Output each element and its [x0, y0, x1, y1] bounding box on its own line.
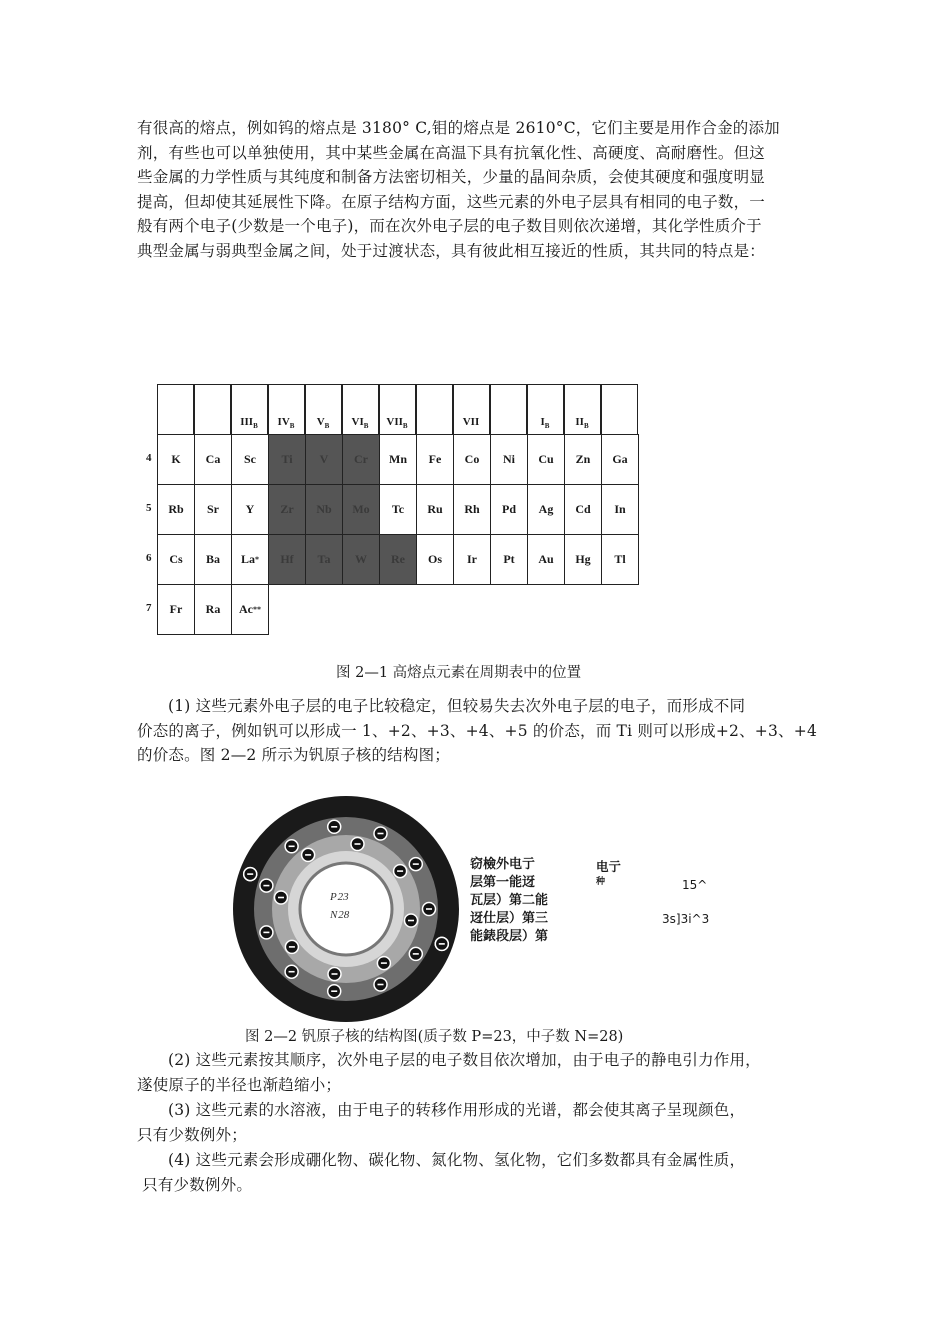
electron-minus-sign [278, 897, 284, 899]
element-cell: Re [379, 534, 417, 585]
atom-legend-col2 [596, 858, 621, 888]
element-cell: Os [416, 534, 454, 585]
element-cell: W [342, 534, 380, 585]
element-cell: Cu [527, 434, 565, 485]
element-cell: Mo [342, 484, 380, 535]
legend-line: 种 [596, 877, 606, 887]
electron-minus-sign [413, 863, 419, 865]
electron-minus-sign [426, 908, 432, 910]
periodic-table-figure [140, 414, 628, 638]
element-cell: In [601, 484, 639, 535]
electron-minus-sign [331, 826, 337, 828]
electron-minus-sign [263, 932, 269, 934]
electron-minus-sign [378, 984, 384, 986]
text-line: 剂，有些也可以单独使用，其中某些金属在高温下具有抗氧化性、高硬度、高耐磨性。但这 [137, 143, 766, 162]
element-cell: Zn [564, 434, 602, 485]
vanadium-atom-diagram [226, 796, 466, 1024]
element-cell: Cs [157, 534, 195, 585]
text-line: 只有少数例外。 [137, 1175, 253, 1194]
electron-minus-sign [331, 990, 337, 992]
legend-line: 迓仕层）第三 [470, 911, 549, 926]
electron-minus-sign [247, 873, 253, 875]
atom-legend-col3b [662, 910, 709, 924]
electron-minus-sign [381, 962, 387, 964]
group-header: $IV_B$ [277, 416, 295, 431]
element-cell: Co [453, 434, 491, 485]
legend-line: 3s]3i^3 [662, 912, 710, 926]
text-line: (2) 这些元素按其顺序，次外电子层的电子数目依次增加，由于电子的静电引力作用， [168, 1051, 761, 1069]
paragraph-3 [137, 1098, 817, 1147]
element-cell: Ga [601, 434, 639, 485]
element-cell: Tl [601, 534, 639, 585]
text-line: 提高，但却使其延展性下降。在原子结构方面，这些元素的外电子层具有相同的电子数，一 [137, 192, 766, 211]
text-line: (3) 这些元素的水溶液，由于电子的转移作用形成的光谱，都会使其离子呈现颜色， [168, 1101, 746, 1119]
period-label: 6 [146, 552, 152, 564]
text-line: (4) 这些元素会形成硼化物、碳化物、氮化物、氢化物，它们多数都具有金属性质， [168, 1151, 746, 1169]
legend-line: 电亍 [596, 859, 622, 874]
electron-minus-sign [408, 920, 414, 922]
header-cell [490, 384, 527, 435]
electron-minus-sign [413, 953, 419, 955]
element-cell: Cd [564, 484, 602, 535]
element-cell: Ir [453, 534, 491, 585]
period-label: 5 [146, 502, 152, 514]
element-cell: Y [231, 484, 269, 535]
element-cell: Mn [379, 434, 417, 485]
electron-minus-sign [332, 973, 338, 975]
text-line: 些金属的力学性质与其纯度和制备方法密切相关，少量的晶间杂质，会使其硬度和强度明显 [137, 168, 766, 187]
paragraph-1 [137, 694, 817, 768]
element-cell: Sc [231, 434, 269, 485]
intro-paragraph [137, 116, 817, 264]
element-cell: Ru [416, 484, 454, 535]
header-cell [157, 384, 194, 435]
element-cell: Ni [490, 434, 528, 485]
paragraph-4 [137, 1148, 817, 1197]
element-cell: Hf [268, 534, 306, 585]
electron-minus-sign [289, 946, 295, 948]
element-cell: Fe [416, 434, 454, 485]
header-cell [416, 384, 453, 435]
electron-minus-sign [439, 943, 445, 945]
element-cell: Ba [194, 534, 232, 585]
group-header: $I_B$ [540, 416, 550, 431]
electron-minus-sign [289, 971, 295, 973]
group-header: VII [462, 416, 480, 428]
element-cell: K [157, 434, 195, 485]
electron-minus-sign [289, 846, 295, 848]
element-cell: Nb [305, 484, 343, 535]
element-cell: Ra [194, 584, 232, 635]
element-cell: Ac ** [231, 584, 269, 635]
text-line: 有很高的熔点，例如钨的熔点是 3180° C,钼的熔点是 2610°C，它们主要是用作合金的添加 [137, 119, 780, 137]
legend-line: 能錶段层）第 [470, 929, 549, 944]
text-line: 只有少数例外； [137, 1125, 247, 1144]
text-line: 价态的离子，例如钒可以形成一 1、+2、+3、+4、+5 的价态，而 Ti 则可以形成+2、+3、+4 [137, 721, 818, 740]
group-header: $V_B$ [316, 416, 330, 431]
element-cell: Rb [157, 484, 195, 535]
element-cell: Fr [157, 584, 195, 635]
element-cell: Au [527, 534, 565, 585]
legend-line: 层第一能迓 [470, 875, 536, 890]
element-cell: Ca [194, 434, 232, 485]
element-cell: Ta [305, 534, 343, 585]
text-line: 典型金属与弱典型金属之间，处于过渡状态，具有彼此相互接近的性质，其共同的特点是： [137, 241, 766, 260]
figure2-caption: 图 2—2 钒原子核的结构图(质子数 P=23，中子数 N=28) [245, 1029, 624, 1045]
electron-minus-sign [397, 870, 403, 872]
element-cell: Pt [490, 534, 528, 585]
electron-minus-sign [378, 833, 384, 835]
nucleus-neutron-label: N 28 [330, 909, 350, 921]
group-header: $VII_B$ [386, 416, 408, 431]
text-line: (1) 这些元素外电子层的电子比较稳定，但较易失去次外电子层的电子，而形成不同 [168, 697, 746, 715]
legend-line: 瓦层）第二能 [470, 893, 549, 908]
electron-minus-sign [263, 885, 269, 887]
figure1-caption: 图 2—1 高熔点元素在周期表中的位置 [336, 665, 582, 681]
text-line: 遂使原子的半径也渐趋缩小； [137, 1075, 342, 1094]
header-cell [601, 384, 638, 435]
nucleus-proton-label: P 23 [330, 891, 349, 903]
electron-minus-sign [305, 854, 311, 856]
element-cell: Ag [527, 484, 565, 535]
element-cell: Ti [268, 434, 306, 485]
legend-line: 窃檢外电亍 [470, 857, 536, 872]
group-header: $II_B$ [575, 416, 589, 431]
atom-legend [470, 856, 554, 944]
paragraph-2 [137, 1048, 817, 1097]
element-cell: Zr [268, 484, 306, 535]
element-cell: La * [231, 534, 269, 585]
element-cell: Rh [453, 484, 491, 535]
text-line: 的价态。图 2—2 所示为钒原子核的结构图； [137, 746, 450, 765]
legend-line: 15^ [682, 878, 708, 892]
period-label: 7 [146, 602, 152, 614]
header-cell [194, 384, 231, 435]
group-header: $III_B$ [240, 416, 258, 431]
electron-minus-sign [355, 843, 361, 845]
element-cell: Hg [564, 534, 602, 585]
group-header: $VI_B$ [351, 416, 369, 431]
element-cell: Cr [342, 434, 380, 485]
element-cell: Tc [379, 484, 417, 535]
period-label: 4 [146, 452, 152, 464]
element-cell: V [305, 434, 343, 485]
atom-legend-col3 [682, 876, 707, 894]
element-cell: Pd [490, 484, 528, 535]
element-cell: Sr [194, 484, 232, 535]
text-line: 般有两个电子(少数是一个电子)，而在次外电子层的电子数目则依次递增，其化学性质介于 [137, 217, 762, 236]
